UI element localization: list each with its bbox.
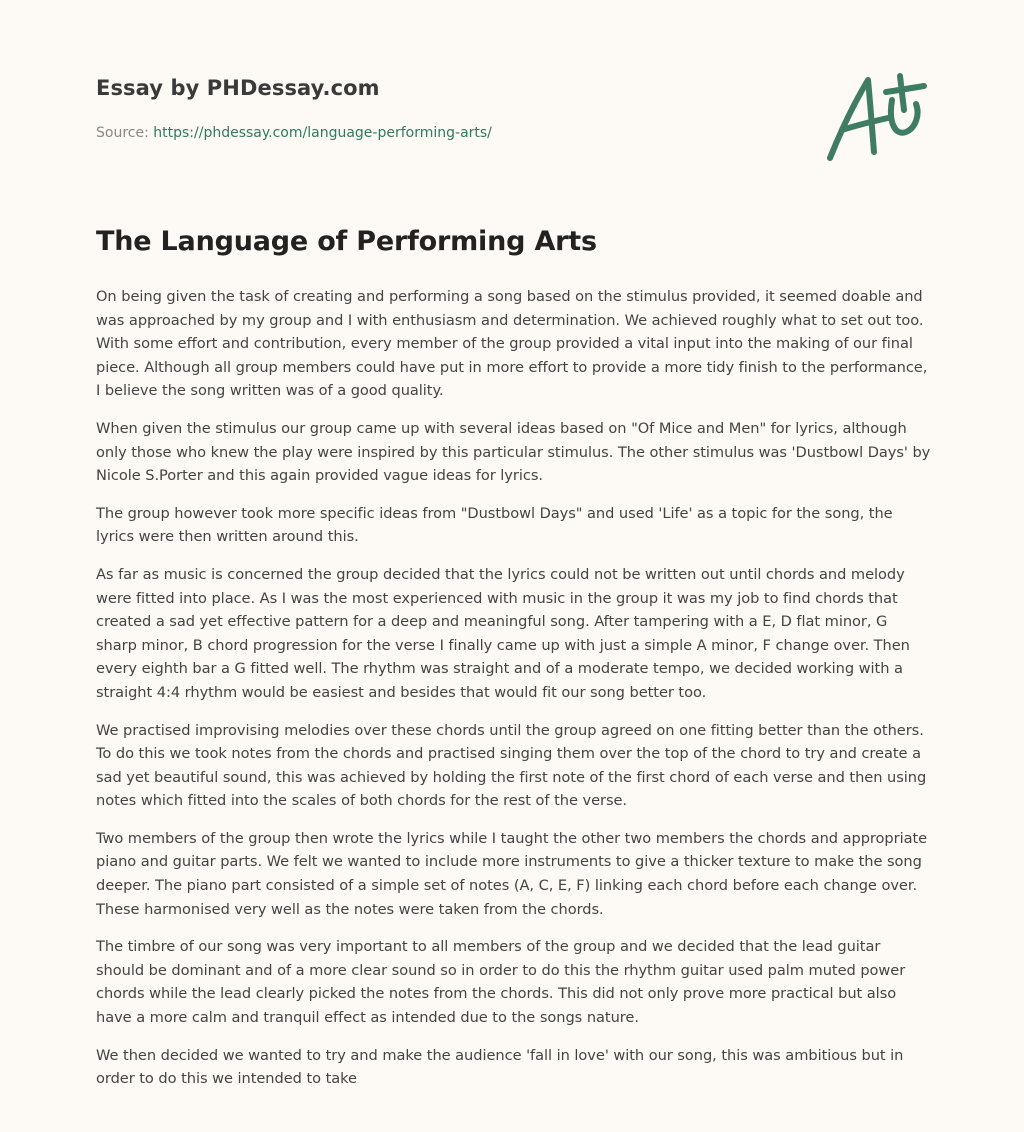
paragraph: We then decided we wanted to try and make the audience 'fall in love' with our song, this was ambitious but in order to do this we intended to take xyxy=(96,1046,904,1088)
paragraph: We practised improvising melodies over these chords until the group agreed on one fitting better than the others. To do this we took notes from the chords and practised singing them over the top of the chord to try and create a sad yet beautiful sound, this was achieved by holding the first note of the first chord of each verse and then using notes which fitted into the scales of both chords for the rest of the verse. xyxy=(96,721,927,810)
paragraph: As far as music is concerned the group decided that the lyrics could not be written out until chords and melody were fitted into place. As I was the most experienced with music in the group it was my job to find chords that created a sad yet effective pattern for a deep and meaningful song. After tampering with a E, D flat minor, G sharp minor, B chord progression for the verse I finally came up with just a simple A minor, F change over. Then every eighth bar a G fitted well. The rhythm was straight and of a moderate tempo, we decided working with a straight 4:4 rhythm would be easiest and besides that would fit our song better too. xyxy=(96,565,910,701)
page-header xyxy=(96,76,928,100)
paragraph: The timbre of our song was very important to all members of the group and we decided that the lead guitar should be dominant and of a more clear sound so in order to do this the rhythm guitar used palm muted power chords while the lead clearly picked the notes from the chords. This did not only prove more practical but also have a more calm and tranquil effect as intended due to the songs nature. xyxy=(96,938,906,1027)
source-link[interactable]: https://phdessay.com/language-performing-arts/ xyxy=(153,125,492,141)
source-line xyxy=(96,125,492,141)
paragraph: When given the stimulus our group came up with several ideas based on "Of Mice and Men" for lyrics, although only those who knew the play were inspired by this particular stimulus. The other stimulus was 'Dustbowl Days' by Nicole S.Porter and this again provided vague ideas for lyrics. xyxy=(96,419,931,485)
paragraph: On being given the task of creating and performing a song based on the stimulus provided, it seemed doable and was approached by my group and I with enthusiasm and determination. We achieved roughly what to set out too. With some effort and contribution, every member of the group provided a vital input into the making of our final piece. Although all group members could have put in more effort to provide a more tidy finish to the performance, I believe the song written was of a good quality. xyxy=(96,288,928,400)
paragraph: The group however took more specific ideas from "Dustbowl Days" and used 'Life' as a topic for the song, the lyrics were then written around this. xyxy=(96,504,893,546)
site-title: Essay by PHDessay.com xyxy=(96,76,380,100)
a-plus-icon xyxy=(820,66,930,166)
paragraph: Two members of the group then wrote the lyrics while I taught the other two members the chords and appropriate piano and guitar parts. We felt we wanted to include more instruments to give a thicker texture to make the song deeper. The piano part consisted of a simple set of notes (A, C, E, F) linking each chord before each change over. These harmonised very well as the notes were taken from the chords. xyxy=(96,829,928,918)
source-label: Source: xyxy=(96,125,154,141)
essay-title: The Language of Performing Arts xyxy=(96,226,597,257)
essay-body xyxy=(96,285,932,1105)
